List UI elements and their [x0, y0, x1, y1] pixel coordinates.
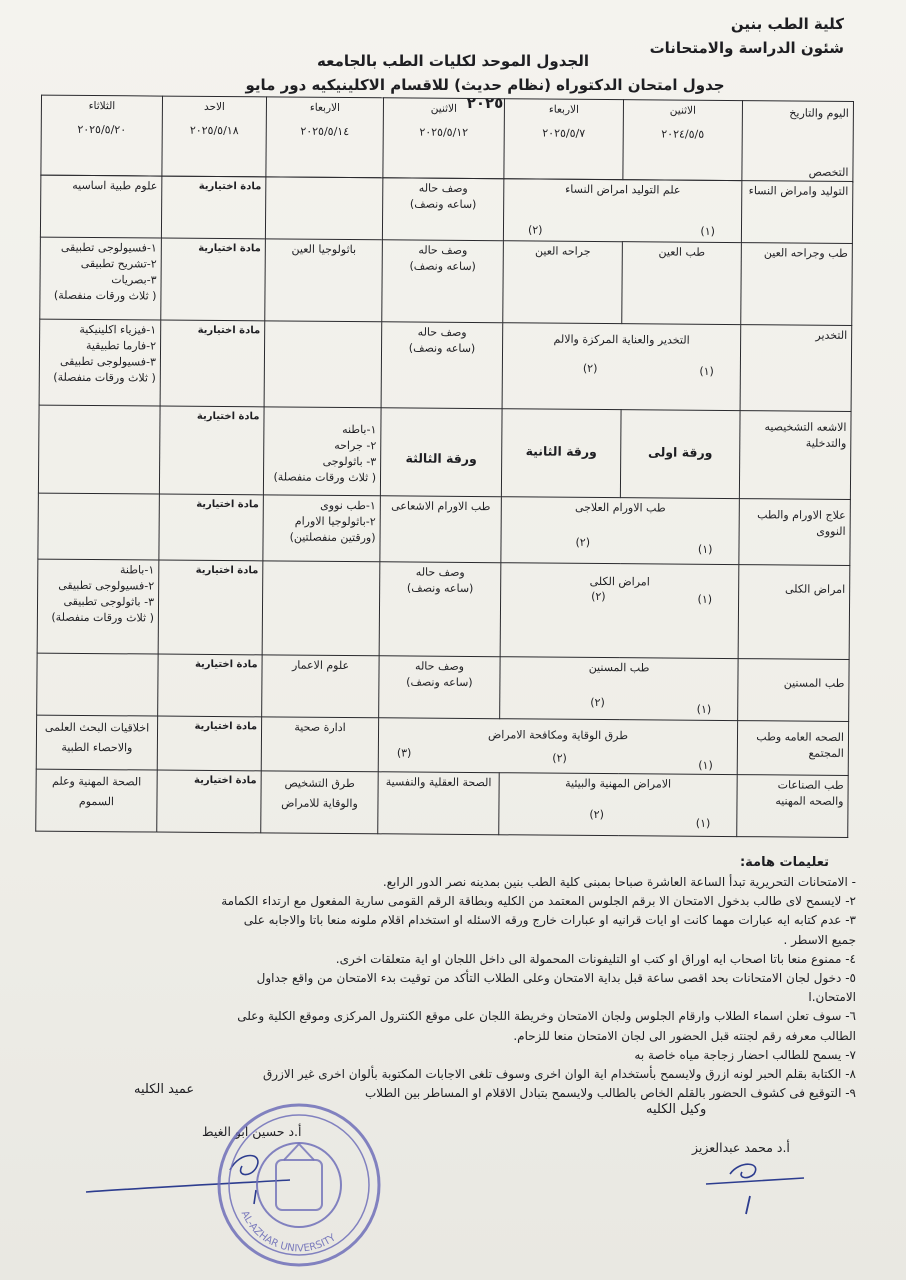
document-subtitle: جدول امتحان الدكتوراه (نظام حديث) للاقسام الاكلينيكيه دور مايو ٢٠٢٥: [245, 76, 725, 112]
instruction-line: ٧- يسمح للطالب احضار زجاجة مياه خاصة به: [634, 1047, 856, 1062]
exam-name: طب المسنين: [588, 660, 650, 675]
corner-specialty: التخصص: [808, 165, 849, 179]
table-row: [40, 237, 853, 325]
date-label: ٢٠٢٥/٥/١٨: [189, 123, 239, 138]
exam-schedule-table: [35, 95, 854, 838]
paper-number: (٣): [396, 746, 412, 760]
day-label: الثلاثاء: [88, 99, 116, 113]
corner-cell: [742, 101, 854, 182]
exam-cell: [379, 656, 500, 719]
day-header: [162, 96, 267, 177]
specialty-label: التوليد وامراض النساء: [748, 184, 849, 198]
specialty-cell: [739, 499, 851, 566]
exam-name: اخلاقيات البحث العلمى والاحصاء الطبية: [44, 720, 150, 755]
elective-cell: [158, 560, 263, 655]
exam-name: طب الاورام العلاجى: [574, 500, 666, 515]
day-header: [504, 99, 624, 180]
elective-label: مادة اختيارية: [197, 324, 261, 337]
exam-cell: [36, 769, 157, 832]
date-label: ٢٠٢٥/٥/٧: [542, 126, 586, 140]
department-name: شئون الدراسة والامتحانات: [649, 39, 844, 57]
exam-line: ( ثلاث ورقات منفصلة): [53, 288, 157, 303]
exam-line: ١-فيزياء اكلينيكية: [79, 322, 157, 337]
empty-cell: [265, 177, 382, 240]
exam-name: الصحة العقلية والنفسية: [385, 775, 492, 790]
elective-label: مادة اختيارية: [198, 180, 262, 193]
elective-label: مادة اختيارية: [194, 658, 258, 671]
exam-cell: [40, 237, 162, 320]
dean-name: أ.د حسين ابو الغيط: [202, 1124, 302, 1139]
exam-line: (ورقتين منفصلتين): [289, 530, 376, 545]
exam-line: ١-طب نووى: [320, 498, 376, 513]
exam-cell: [502, 323, 741, 411]
exam-cell: [500, 657, 738, 721]
paper-number: (٢): [582, 361, 598, 375]
exam-line: ( ثلاث ورقات منفصلة): [51, 610, 154, 625]
empty-cell: [37, 653, 158, 716]
faculty-name: كلية الطب بنين: [730, 15, 844, 33]
date-label: ٢٠٢٥/٥/٢٠: [77, 122, 127, 137]
exam-cell: [503, 179, 741, 243]
exam-name: طرق الوقاية ومكافحة الامراض: [487, 728, 629, 743]
day-label: الاثنين: [669, 104, 697, 117]
date-label: ٢٠٢٤/٥/٥: [661, 127, 705, 141]
exam-line: ٢-باثولوجيا الاورام: [294, 514, 376, 529]
table-row: [37, 559, 850, 659]
specialty-label: امراض الكلى: [784, 582, 846, 596]
elective-cell: [157, 770, 261, 833]
instruction-line: الطالب معرفه رقم لجنته قبل الحضور الى لجان الامتحان منعا للزحام.: [513, 1028, 856, 1043]
exam-line: ٣- باثولوجى تطبيقى: [63, 594, 155, 609]
empty-cell: [38, 493, 160, 560]
exam-duration: (ساعه ونصف): [408, 341, 476, 356]
exam-cell: [382, 240, 504, 323]
specialty-label: طب وجراحه العين: [763, 246, 848, 260]
elective-cell: [161, 176, 265, 239]
document-title: الجدول الموحد لكليات الطب بالجامعه: [317, 52, 589, 70]
exam-name: علوم طبية اساسيه: [72, 178, 158, 193]
instruction-line: ٨- الكتابة بقلم الحبر لونه ازرق ولايسمح بأستخدام اية الوان اخرى وسوف تلغى الاجابات المكتوبة بألوان اخرى غير الازرق: [262, 1067, 856, 1082]
specialty-label: الاشعه التشخيصيه والتدخلية: [764, 420, 847, 450]
exam-name: طب الاورام الاشعاعى: [391, 499, 491, 514]
elective-cell: [157, 716, 261, 771]
specialty-label: طب المسنين: [783, 676, 845, 690]
exam-cell: [382, 178, 503, 241]
day-header: [41, 95, 163, 176]
table-row: [36, 715, 848, 775]
exam-line: ( ثلاث ورقات منفصلة): [53, 370, 156, 385]
elective-cell: [158, 654, 262, 717]
exam-duration: (ساعه ونصف): [406, 675, 473, 690]
exam-duration: (ساعه ونصف): [406, 581, 474, 596]
table-row: [40, 175, 852, 243]
exam-cell: [40, 175, 161, 238]
paper-number: (١): [697, 542, 713, 556]
exam-name: امراض الكلى: [589, 574, 650, 589]
exam-line: ٣-فسيولوجى تطبيقى: [59, 354, 156, 369]
specialty-label: الصحه العامه وطب المجتمع: [756, 730, 845, 760]
instruction-line: ٦- سوف تعلن اسماء الطلاب وارقام الجلوس ولجان الامتحان وخريطة اللجان على موقع الكنترول المركزى وموقع الكلية وعلى: [237, 1009, 856, 1024]
exam-cell: [39, 319, 161, 406]
paper-number: (٢): [591, 589, 606, 604]
exam-cell: [265, 239, 383, 322]
paper-number: (١): [699, 364, 714, 378]
specialty-cell: [737, 721, 848, 776]
exam-name: ورقة اولى: [647, 444, 713, 460]
specialty-cell: [738, 659, 849, 722]
exam-name: وصف حاله: [418, 181, 468, 195]
exam-name: الامراض المهنية والبيئية: [565, 776, 672, 791]
empty-cell: [262, 561, 380, 656]
exam-cell: [262, 655, 379, 718]
exam-name: علوم الاعمار: [291, 658, 350, 673]
specialty-label: طب الصناعات والصحه المهنيه: [775, 778, 844, 808]
elective-cell: [159, 494, 264, 561]
exam-line: ١-باطنة: [119, 563, 155, 577]
vice-dean-title: وكيل الكليه: [646, 1102, 707, 1117]
instruction-line: ٣- عدم كتابه ايه عبارات مهما كانت او ايات قرانيه او عبارات خارج ورقه الاسئله او استخدام اقلام ملونه منعا باتا والاجابه على: [243, 913, 856, 928]
exam-cell: [500, 563, 739, 659]
elective-label: مادة اختيارية: [198, 242, 261, 255]
day-label: الاربعاء: [309, 101, 341, 114]
vice-dean-name: أ.د محمد عبدالعزيز: [692, 1140, 790, 1155]
exam-line: ( ثلاث ورقات منفصلة): [273, 470, 377, 485]
elective-cell: [159, 406, 264, 495]
paper-number: (١): [697, 592, 713, 606]
exam-line: ١-فسيولوجى تطبيقى: [60, 240, 157, 255]
table-row: [39, 319, 852, 411]
paper-number: (٢): [589, 807, 604, 822]
exam-name: طب العين: [658, 245, 706, 259]
exam-line: ٢-فارما تطبيقية: [85, 338, 157, 353]
specialty-label: التخدير: [815, 328, 848, 342]
exam-cell: [378, 772, 499, 835]
elective-label: مادة اختيارية: [196, 498, 259, 511]
exam-line: ٣-بصريات: [111, 273, 157, 287]
instruction-line: الامتحان.ا: [808, 990, 856, 1005]
exam-line: ١-باطنه: [342, 422, 377, 437]
exam-cell: [381, 322, 503, 409]
paper-number: (١): [698, 758, 713, 772]
elective-label: مادة اختيارية: [196, 410, 260, 423]
paper-number: (١): [700, 224, 716, 238]
exam-cell: [380, 496, 502, 563]
instructions-title: تعليمات هامة:: [739, 855, 829, 870]
seal-text: AL-AZHAR UNIVERSITY: [238, 1209, 338, 1255]
exam-line: ٢-فسيولوجى تطبيقى: [58, 578, 155, 593]
table-row: [38, 405, 851, 499]
exam-cell: [261, 771, 378, 834]
exam-cell: [501, 497, 740, 565]
exam-name: ادارة صحية: [294, 720, 346, 735]
table-row: [36, 769, 848, 837]
exam-name: جراحه العين: [534, 244, 591, 258]
day-label: الاثنين: [430, 102, 458, 115]
exam-name: الصحة المهنية وعلم السموم: [52, 774, 142, 809]
day-header: [383, 98, 505, 179]
specialty-cell: [741, 243, 853, 326]
exam-name: ورقة الثالثة: [405, 450, 477, 467]
dean-title: عميد الكليه: [134, 1082, 195, 1097]
specialty-label: علاج الاورام والطب النووى: [757, 508, 846, 538]
exam-cell: [261, 717, 378, 772]
exam-name: علم التوليد امراض النساء: [565, 182, 681, 197]
specialty-cell: [741, 181, 852, 244]
exam-name: وصف حاله: [418, 243, 468, 257]
exam-cell: [503, 241, 623, 324]
exam-cell: [378, 718, 737, 775]
exam-cell: [620, 410, 740, 499]
elective-label: مادة اختيارية: [194, 720, 258, 733]
paper-number: (٢): [575, 535, 591, 549]
day-header: [266, 97, 384, 178]
header-row: [41, 95, 854, 181]
table-row: [37, 653, 849, 721]
instruction-line: ٢- لايسمح لاى طالب بدخول الامتحان الا برقم الجلوس المعتمد من الكليه وبطاقة الرقم القومى سارية المفعول مع ارتداء الكمامة: [221, 894, 856, 909]
instruction-line: ٥- دخول لجان الامتحانات بحد اقصى ساعة قبل بداية الامتحان وعلى الطلاب التأكد من توقيت بدء الامتحان من واقع جداول: [256, 971, 856, 986]
exam-name: طرق التشخيص والوقاية للامراض: [281, 776, 358, 811]
corner-day-date: اليوم والتاريخ: [789, 106, 849, 120]
paper-number: (٢): [552, 751, 567, 765]
exam-name: التخدير والعناية المركزة والالم: [553, 332, 690, 347]
exam-cell: [36, 715, 157, 770]
exam-name: باثولوجيا العين: [291, 242, 357, 257]
specialty-cell: [740, 325, 852, 412]
paper-number: (٢): [590, 695, 605, 710]
date-label: ٢٠٢٥/٥/١٤: [300, 124, 350, 139]
instruction-line: جميع الاسطر .: [783, 932, 856, 947]
exam-cell: [263, 407, 381, 496]
elective-label: مادة اختيارية: [195, 564, 259, 577]
exam-line: ٢- جراحه: [334, 438, 377, 453]
instruction-line: - الامتحانات التحريرية تبدأ الساعة العاشرة صباحا بمبنى كلية الطب بنين بمدينه نصر الدور الرابع.: [382, 875, 856, 889]
vice-dean-signature: [700, 1158, 810, 1218]
exam-cell: [37, 559, 159, 654]
exam-line: ٣- باثولوجى: [322, 454, 377, 469]
exam-cell: [501, 409, 621, 498]
instruction-line: ٩- التوقيع فى كشوف الحضور بالقلم الخاص بالطالب ولايسمح بتبادل الاقلام او المساطر بين الطلاب: [365, 1086, 856, 1101]
elective-cell: [160, 320, 265, 407]
date-label: ٢٠٢٥/٥/١٢: [419, 125, 469, 139]
elective-cell: [161, 238, 266, 321]
exam-name: وصف حاله: [417, 325, 467, 339]
specialty-cell: [737, 775, 848, 838]
elective-label: مادة اختيارية: [194, 774, 257, 787]
exam-cell: [622, 242, 742, 325]
instructions-list: [136, 873, 856, 1103]
exam-cell: [499, 773, 737, 837]
day-header: [623, 100, 743, 181]
specialty-cell: [739, 411, 851, 500]
specialty-cell: [738, 565, 850, 660]
exam-cell: [263, 495, 381, 562]
empty-cell: [38, 405, 160, 494]
paper-number: (١): [695, 816, 711, 830]
exam-duration: (ساعه ونصف): [409, 197, 477, 212]
university-seal: [214, 1100, 384, 1270]
exam-duration: (ساعه ونصف): [409, 259, 476, 274]
exam-cell: [380, 408, 502, 497]
exam-name: ورقة الثانية: [525, 443, 597, 459]
exam-name: وصف حاله: [415, 659, 465, 673]
exam-cell: [379, 562, 501, 657]
day-label: الاربعاء: [548, 103, 580, 116]
instruction-line: ٤- ممنوع منعا باتا اصحاب ايه اوراق او كتب او التليفونات المحمولة الى داخل اللجان او اية متعلقات اخرى.: [335, 951, 856, 966]
table-row: [38, 493, 850, 565]
day-label: الاحد: [203, 100, 225, 114]
paper-number: (١): [696, 702, 712, 716]
exam-line: ٢-تشريح تطبيقى: [80, 256, 157, 271]
empty-cell: [264, 321, 382, 408]
exam-name: وصف حاله: [415, 565, 465, 579]
paper-number: (٢): [527, 223, 543, 237]
